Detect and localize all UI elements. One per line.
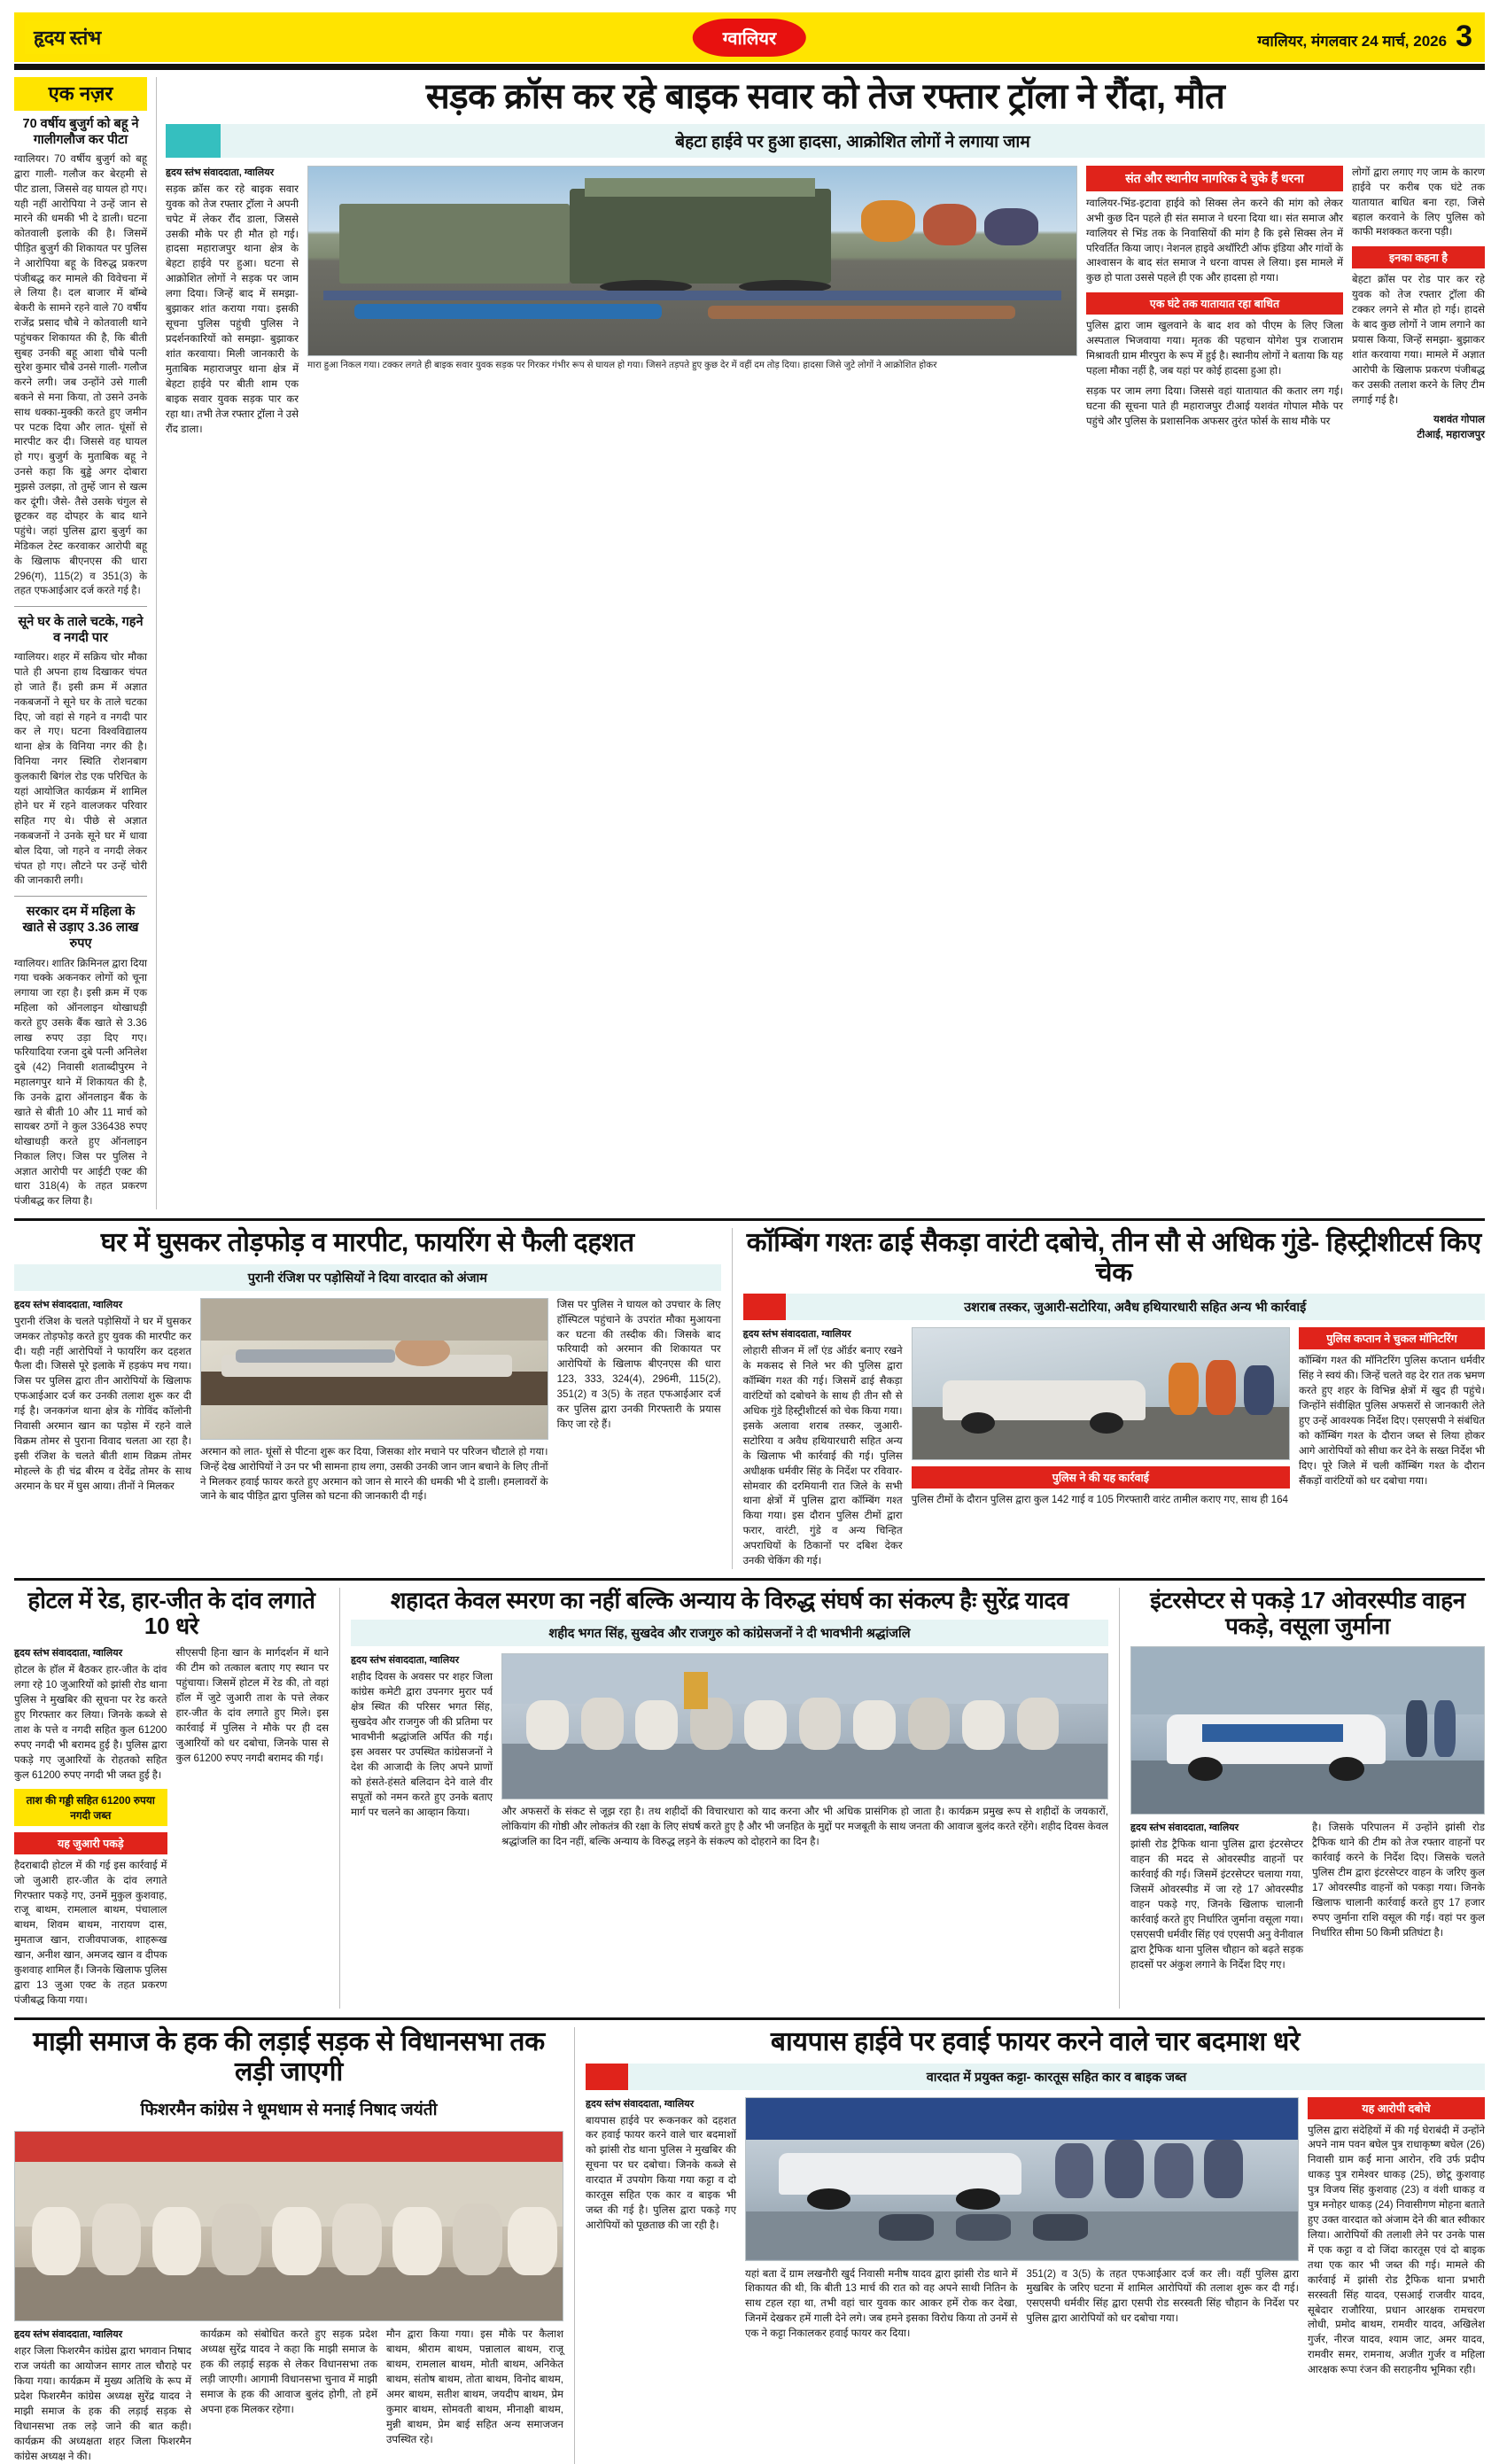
photo-art bbox=[308, 167, 1076, 355]
story4-col-2 bbox=[176, 1646, 330, 2009]
story2-col2-text: अरमान को लात- घूंसों से पीटना शुरू कर दिया, जिसका शोर मचाने पर परिजन चौटाले हो गया। जिन्हें देख आरोपियों ने उन पर भी सामना हाथ लगा, उसकी उनकी जान जान बचाने के लिए तीनों ने मिलकर हवाई फायर करते हुए अरमान को जान से मारने की धमकी भी दे डाली। हमलावरों के जाने के बाद पीड़ित द्वारा पुलिस को घटना की जानकारी दी गई। bbox=[200, 1445, 548, 1503]
sidebar-item-headline: सरकार दम में महिला के खाते से उड़ाए 3.36 लाख रुपए bbox=[22, 905, 139, 952]
statement-attrib-role: टीआई, महाराजपुर bbox=[1417, 428, 1485, 440]
story-fishermen-congress bbox=[14, 2027, 563, 2464]
photo-art bbox=[502, 1654, 1107, 1799]
byline: हृदय स्तंभ संवाददाता, ग्वालियर bbox=[14, 2329, 123, 2341]
story2-col-3 bbox=[557, 1298, 721, 1505]
story3-col-2 bbox=[912, 1327, 1290, 1569]
story3-subhead-bar bbox=[743, 1294, 1485, 1320]
photo-art bbox=[201, 1299, 548, 1439]
story7-subhead: फिशरमैन कांग्रेस ने धूमधाम से मनाई निषाद जयंती bbox=[140, 2101, 438, 2120]
story8-col-2b bbox=[1027, 2267, 1300, 2343]
story3-col-1 bbox=[743, 1327, 903, 1569]
story7-col2-text: कार्यक्रम को संबोधित करते हुए सड़क प्रदेश अध्यक्ष सुरेंद्र यादव ने कहा कि माझी समाज के हक की लड़ाई सड़क से लेकर विधानसभा तक लड़ी जाएगी। आगामी विधानसभा चुनाव में माझी समाज के हक की आवाज बुलंद होगी, तो हमें अपना हक मिलकर रहेगा। bbox=[200, 2328, 377, 2415]
story7-body: शहर जिला फिशरमैन कांग्रेस द्वारा भगवान निषाद राज जयंती का आयोजन सागर ताल चौराहे पर किया गया। कार्यक्रम में मुख्य अतिथि के रूप में प्रदेश फिशरमैन कांग्रेस अध्यक्ष सुरेंद्र यादव ने माझी समाज के हक की लड़ाई सड़क से विधानसभा तक लड़े जाने की बात कही। कार्यक्रम की अध्यक्षता शहर जिला फिशरमैन कांग्रेस अध्यक्ष ने की। bbox=[14, 2345, 191, 2462]
story-martyrs-day bbox=[351, 1588, 1108, 2009]
story3-columns bbox=[743, 1327, 1485, 1569]
column-divider bbox=[339, 1588, 340, 2009]
box-dharna-title: संत और स्थानीय नागरिक दे चुके हैं धरना bbox=[1086, 166, 1343, 191]
sidebar-item-headline: सूने घर के ताले चटके, गहने व नगदी पार bbox=[18, 615, 144, 646]
page-number: 3 bbox=[1456, 19, 1472, 53]
story8-sidebox-body: पुलिस द्वारा संदेहियों में की गई घेराबंदी में उन्होंने अपने नाम पवन बघेल पुत्र राधाकृष्ण बघेल (26) निवासी ग्राम कर्ई माना आरोन, रवि उर्फ प्रदीप धाकड़ पुत्र रामेश्वर धाकड़ (25), छोटू कुशवाह पुत्र विजय सिंह कुशवाह (23) व वंशी धाकड़ व पुत्र मनोहर धाकड़ (24) निवासीगण मोहना बताते हुए उक्त वारदात को अंजाम देने की बात स्वीकार लिया। आरोपियों की तलाशी लेने पर उनके पास में एक कट्टा व दो जिंदा कारतूस एवं दो बाइक तथा एक कार भी जब्त की गई। मामले की कार्रवाई में झांसी रोड ट्रैफिक थाना प्रभारी सरस्वती सिंह यादव, एसआई राजवीर यादव, सूबेदार राजौरिया, प्रधान आरक्षक रामचरण लोधी, प्रमोद बाथम, रामवीर यादव, अखिलेश गुर्जर, नीरज यादव, श्याम जाट, अमर यादव, रामवीर समर, रामनाथ, अजीत गुर्जर व महिला आरक्षक रूपा रंजन की सराहनीय भूमिका रही। bbox=[1308, 2124, 1485, 2376]
photo-art bbox=[1131, 1647, 1484, 1814]
story-hotel-gambling bbox=[14, 1588, 329, 2009]
lead-body-text: सड़क क्रॉस कर रहे बाइक सवार युवक को तेज रफ्तार ट्रॉला ने अपनी चपेट में लेकर रौंद डाला, जिससे उसकी मौके पर ही मौत हो गई। हादसा महाराजपुर थाना क्षेत्र के बेहटा हाईवे पर हुआ। घटना से आक्रोशित लोगों ने सड़क पर जाम लगा दिया। जिन्हें बाद में समझा-बुझाकर शांत कराया गया। इसकी सूचना पुलिस पहुंची पुलिस ने प्रदर्शनकारियों को समझा- बुझाकर शांत करवाया। मिली जानकारी के मुताबिक महाराजपुर थाना क्षेत्र में बेहटा हाईवे पर बीती शाम एक बाइक सवार युवक सड़क पार कर रहा था। तभी तेज रफ्तार ट्रॉला ने उसे रौंद डाला। bbox=[166, 183, 299, 435]
column-divider bbox=[156, 77, 157, 1209]
statement-box-title: इनका कहना है bbox=[1352, 246, 1485, 268]
story6-col2-text: है। जिसके परिपालन में उन्होंने झांसी रोड ट्रैफिक थाने की टीम को तेज रफ्तार वाहनों पर कार्रवाई करने के निर्देश दिए। जिसके चलते पुलिस टीम द्वारा इंटरसेप्टर वाहन के जरिए कुल 17 ओवरस्पीड वाहनों को पकड़ा गया। जिनके खिलाफ चालानी कार्रवाई करते हुए 17 हजार रुपए जुर्माना राशि वसूल की गई। वहां पर कुल निर्धारित सीमा 50 किमी प्रतिघंटा है। bbox=[1312, 1822, 1485, 1939]
story2-col-2 bbox=[200, 1298, 548, 1505]
story8-body: बायपास हाईवे पर रूकनकर को दहशत कर हवाई फायर करने वाले चार बदमाशों को झांसी रोड थाना पुलिस ने मुखबिर की सूचना पर घर दबोचा। जिनके कब्जे से वारदात में उपयोग किया गया कट्टा व दो कारतूस सहित एक कार व बाइक भी जब्त की गई है। पुलिस द्वारा पकड़े गए आरोपियों को पूछताछ की जा रही है। bbox=[586, 2114, 736, 2231]
interceptor-vehicle-photo bbox=[1130, 1646, 1485, 1815]
story5-col2-text: और अफसरों के संकट से जूझ रहा है। तथ शहीदों की विचारधारा को याद करना और भी अधिक प्रासंगिक हो जाता है। कार्यक्रम प्रमुख रूप से शहीदों के जयकारों, लोकियांग की गोष्ठी और लोकतंत्र की रक्षा के लिए संघर्ष करते हुए है और भी जनहित के मुद्दों पर मजबूती के साथ जनता की आवाज बुलंद करते रहेंगे। शहीद दिवस केवल श्रद्धांजलि का दिन नहीं, बल्कि अन्याय के विरुद्ध लड़ने के संकल्प को दोहराने का दिन है। bbox=[501, 1806, 1108, 1848]
sidebar-title: एक नज़र bbox=[14, 77, 147, 111]
story6-col-1 bbox=[1130, 1821, 1303, 1972]
lead-col-4 bbox=[1352, 166, 1485, 443]
photo-caption: मारा हुआ निकल गया। टक्कर लगते ही बाइक सवार युवक सड़क पर गिरकर गंभीर रूप से घायल हो गया। जिसने तड़पते हुए कुछ देर में वहीं दम तोड़ दिया। हादसा जिसे जुटे लोगों ने आक्रोशित होकर bbox=[307, 360, 937, 370]
story8-subhead: वारदात में प्रयुक्त कट्टा- कारतूस सहित कार व बाइक जब्त bbox=[926, 2070, 1187, 2085]
story5-col-2 bbox=[501, 1653, 1108, 1850]
publication-logo-text: हृदय स्तंभ bbox=[34, 27, 101, 49]
accident-scene-photo bbox=[307, 166, 1077, 356]
story6-columns bbox=[1130, 1821, 1485, 1972]
sidebar-item-body: ग्वालियर। शहर में सक्रिय चोर मौका पाते ही अपना हाथ दिखाकर चंपत हो जाते हैं। इसी क्रम में अज्ञात नकबजनों ने सूने घर के ताले चटका दिए, जो वहां से गहने व नगदी पार कर ले गए। घटना विश्वविद्यालय थाना क्षेत्र के विनिया नगर की है। विनिया नगर स्थिति रोशनबाग कुलकारी बिगंल रोड एक परिचित के यहां आयोजित कार्यक्रम में शामिल होने घर में रहने वालजकर परिवार सहित गए थे। पीछे से अज्ञात नकबजनों ने उनके सूने घर में धावा बोल दिया, जो गहने व नगदी लेकर चंपत हो गए। लौटने पर उन्हें चोरी की जानकारी लगी। bbox=[14, 651, 147, 887]
story3-box-body: कॉम्बिंग गश्त की मॉनिटरिंग पुलिस कप्तान धर्मवीर सिंह ने स्वयं की। जिन्हें चलते वह देर रात तक भ्रमण करते हुए शहर के विभिन्न क्षेत्रों में खुद ही पहुंचे। जिन्होंने संवीक्षित पुलिस अफसरों से जानकारी लेते हुए उन्हें आवश्यक निर्देश दिए। एसएसपी ने संबंधित को कॉम्बिंग गश्त के दौरान जब्त से लिया होकर आगे आरोपियों को सीधा कर देने के सख्त निर्देश भी दिए। पूरे जिले में चली कॉम्बिंग गश्त के दौरान सैंकड़ों वारंटियों को धर दबोचा गया। bbox=[1299, 1355, 1485, 1487]
sidebar-item bbox=[14, 116, 147, 599]
story3-box2-body: पुलिस टीमों के दौरान पुलिस द्वारा कुल 142 गाई व 105 गिरफ्तारी वारंट तामील कराए गए, साथ ही 164 bbox=[911, 1494, 1288, 1506]
photo-art bbox=[15, 2132, 563, 2320]
story6-headline: इंटरसेप्टर से पकड़े 17 ओवरस्पीड वाहन पकड़े, वसूला जुर्माना bbox=[1150, 1587, 1465, 1640]
dateline: ग्वालियर, मंगलवार 24 मार्च, 2026 bbox=[1257, 32, 1448, 50]
hospital-victim-photo bbox=[200, 1298, 548, 1440]
section-divider bbox=[14, 1218, 1485, 1221]
byline: हृदय स्तंभ संवाददाता, ग्वालियर bbox=[351, 1655, 460, 1667]
box-traffic-body: पुलिस द्वारा जाम खुलवाने के बाद शव को पीएम के लिए जिला अस्पताल भिजवाया गया। मृतक की पहचान योगेश पुत्र राजाराम मिश्रावती ग्राम मीरपुरा के रूप में हुई है। स्थानीय लोगों ने बताया कि यह पहला मौका नहीं है, जब यहां पर कोई हादसा हुआ हो। bbox=[1086, 320, 1343, 377]
sidebar-item bbox=[14, 614, 147, 889]
story4-col-1 bbox=[14, 1646, 167, 2009]
story7-col-3 bbox=[386, 2328, 563, 2464]
story4-subbox-body: हैदराबादी होटल में की गई इस कार्रवाई में जो जुआरी हार-जीत के दांव लगाते गिरफ्तार पकड़े गए, उनमें मुकुल कुशवाह, राजू बाथम, रामलाल बाथम, पंचालाल बाथम, शिवम बाथम, नारायण दास, मुमताज खान, राजीवपाजक, शाहरूख खान, अनीश खान, अमजद खान व दीपक कुशवाह शामिल हैं। जिनके खिलाफ पुलिस द्वारा 13 जुआ एक्ट के तहत प्रकरण पंजीबद्ध किया गया। bbox=[14, 1859, 167, 2006]
photo-art bbox=[746, 2098, 1298, 2260]
city-badge: ग्वालियर bbox=[693, 19, 806, 57]
right-col-top-body: लोगों द्वारा लगाए गए जाम के कारण हाईवे पर करीब एक घंटे तक यातायात बाधित बना रहा, जिसे बहाल करवाने के लिए पुलिस को काफी मशक्कत करना पड़ी। bbox=[1352, 166, 1485, 238]
dateline-block bbox=[1257, 19, 1485, 53]
lead-story bbox=[166, 77, 1485, 1209]
story5-subhead: शहीद भगत सिंह, सुखदेव और राजगुरु को कांग्रेसजनों ने दी भावभीनी श्रद्धांजलि bbox=[351, 1620, 1108, 1646]
story-bypass-firing bbox=[586, 2027, 1485, 2464]
story3-subhead: उशराब तस्कर, जुआरी-सटोरिया, अवैध हथियारधारी सहित अन्य भी कार्रवाई bbox=[964, 1301, 1307, 1316]
story-interceptor bbox=[1130, 1588, 1485, 2009]
story2-col3-text: जिस पर पुलिस ने घायल को उपचार के लिए हॉस्पिटल पहुंचाने के उपरांत मौका मुआयना कर घटना की तस्दीक की। जिसके बाद फरियादी को अरमान की शिकायत पर आरोपियों के खिलाफ बीएनएस की धारा 123, 333, 324(4), 296मी, 115(2), 351(2) व 3(5) के तहत एफआईआर दर्ज कर पुलिस द्वारा उनकी गिरफ्तारी के प्रयास किए जा रहे हैं। bbox=[556, 1298, 721, 1431]
story8-columns bbox=[586, 2097, 1485, 2379]
story4-subbox-title: यह जुआरी पकड़े bbox=[14, 1832, 167, 1854]
story2-body: पुरानी रंजिश के चलते पड़ोसियों ने घर में घुसकर जमकर तोड़फोड़ करते हुए युवक की मारपीट कर दी। यही नहीं आरोपियों ने फायरिंग कर दहशत फैला दी। जिससे पूरे इलाके में हड़कंप मच गया। जिस पर पुलिस द्वारा तीन आरोपियों के खिलाफ एफआईआर दर्ज कर उनकी तलाश शुरू कर दी गई है। जनकगंज थाना क्षेत्र के गोविंद कॉलोनी निवासी अरमान खान का पड़ोस में रहने वाले विक्रम तोमर से पुराना विवाद चलता आ रहा है। इसी रंजिश के चलते बीती शाम विक्रम तोमर मोहल्ले के ही चंद्र बीरम व देवेंद्र तोमर के साथ अरमान के घर में घुस आया। तीनों ने मिलकर bbox=[14, 1315, 191, 1492]
story7-columns bbox=[14, 2328, 563, 2464]
section-divider bbox=[14, 1578, 1485, 1581]
lead-col-1 bbox=[166, 166, 299, 443]
story4-col2-text: सीएसपी हिना खान के मार्गदर्शन में थाने की टीम को तत्काल बताए गए स्थान पर पहुंचाया। जिसमें होटल में रेड की, तो वहां हॉल में जुटे जुआरी ताश के पत्ते लेकर हार-जीत के दांव लगाते हुए मिले। इस कार्रवाई में पुलिस ने मौके पर ही दस जुआरियों को धर दबोचा, जिनके पास से कुल 61200 रुपए नगदी बरामद की गई। bbox=[175, 1647, 329, 1764]
third-band bbox=[14, 1588, 1485, 2009]
box-traffic-title: एक घंटे तक यातायात रहा बाधित bbox=[1086, 292, 1343, 315]
story8-col-2a bbox=[745, 2267, 1018, 2343]
arrested-suspects-photo bbox=[745, 2097, 1299, 2261]
lead-body-columns bbox=[166, 166, 1485, 443]
red-accent-block bbox=[586, 2064, 628, 2090]
column-divider bbox=[1119, 1588, 1120, 2009]
story6-body: झांसी रोड ट्रैफिक थाना पुलिस द्वारा इंटरसेप्टर वाहन की मदद से ओवरस्पीड वाहनों पर कार्रवाई की गई। जिसमें इंटरसेप्टर चलाया गया, जिसमें ओवरस्पीड में जा रहे 17 ओवरस्पीड वाहन पकड़े गए, जिनके खिलाफ चालानी कार्रवाई करते हुए निर्धारित जुर्माना वसूला गया। एसएसपी धर्मवीर सिंह एवं एएसपी अनु वेनीवाल द्वारा ट्रैफिक थाना पुलिस चौहान को बढ़ते सड़क हादसों पर अंकुश लगाने के निर्देश दिए गए। bbox=[1130, 1838, 1303, 1970]
photo-art bbox=[913, 1328, 1289, 1459]
divider bbox=[14, 606, 147, 607]
story-combing-patrol bbox=[743, 1228, 1485, 1569]
story5-col-1 bbox=[351, 1653, 493, 1850]
story2-columns bbox=[14, 1298, 721, 1505]
congress-gathering-photo bbox=[501, 1653, 1108, 1799]
sidebar-ek-nazar bbox=[14, 77, 147, 1209]
publication-logo bbox=[25, 20, 110, 54]
divider bbox=[14, 896, 147, 897]
story8-sidebox-title: यह आरोपी दबोचे bbox=[1308, 2097, 1485, 2119]
byline: हृदय स्तंभ संवाददाता, ग्वालियर bbox=[14, 1648, 123, 1660]
masthead-rule bbox=[14, 64, 1485, 70]
bottom-band bbox=[14, 2027, 1485, 2464]
sidebar-item-body: ग्वालियर। शातिर क्रिमिनल द्वारा दिया गया चक्के अकनकर लोगों को चूना लगाया जा रहा है। इसी क्रम में एक महिला को ऑनलाइन थोखाधड़ी करते हुए उसके बैंक खाते से 3.36 लाख रुपए उड़ा दिए गए। फरियादिया रजना दुबे पत्नी अनिलेश दुबे (42) निवासी शताब्दीपुरम ने महालगपुर थाने में शिकायत की है, कि उनके द्वारा ऑनलाइन बैंक के खाते से बीती 10 और 11 मार्च को सायबर ठगों ने कुल 336438 रुपए थोखाधड़ी करते हुए ऑनलाइन निकाल लिए। जिस पर पुलिस ने अज्ञात आरोपी पर आईटी एक्ट की धारा 318(4) के तहत प्रकरण पंजीबद्ध कर लिया है। bbox=[14, 957, 147, 1208]
story7-col-2 bbox=[200, 2328, 377, 2464]
lead-subhead: बेहटा हाईवे पर हुआ हादसा, आक्रोशित लोगों ने लगाया जाम bbox=[675, 132, 1030, 152]
sidebar-item-body: ग्वालियर। 70 वर्षीय बुजुर्ग को बहू द्वारा गाली- गलौज कर बेरहमी से पीट डाला, जिससे वह घायल हो गए। यही नहीं आरोपिया ने उन्हें जान से मारने की धमकी भी दे डाली। घटना कोतवाली इलाके की है। जिसमें पीड़ित बुजुर्ग की शिकायत पर पुलिस ने आरोपिया बहू के विरुद्ध प्रकरण पंजीबद्ध कर मामले की विवेचना में ले लिया है। दल बाजार में बॉम्बे बेकरी के सामने रहने वाले 70 वर्षीय राजेंद्र प्रसाद चौबे ने कोतवाली थाने पहुंचकर शिकायत की है, कि बीती सुबह उनकी बहू आशा चौबे पत्नी सुरेश कुमार चौबे उनसे गाली- गलौज करने लगी। जब उन्होंने उसे गाली बकने से मना किया, तो उसने उनके साथ धक्का-मुक्की करते हुए जमीन पर पटक दिया और लात- घूंसों से मारपीट कर दी। जिससे वह घायल हो गए। बुजुर्ग के मुताबिक बहू ने उनसे कहा कि बुड्ढे अगर दोबारा मुझसे उलझा, तो तुम्हें जान से खत्म कर दूंगी। जैसे- तैसे उसके चंगुल से छूटकर वह दोपहर के बाद थाने पहुंचे। जहां पुलिस द्वारा बुजुर्ग का मेडिकल टेस्ट करवाकर आरोपी बहू के खिलाफ बीएनएस की धारा 296(ग), 115(2) व 351(3) के तहत एफआईआर दर्ज करते गई है। bbox=[14, 153, 147, 597]
statement-attrib-name: यशवंत गोपाल bbox=[1433, 413, 1485, 425]
story8-col2-text: यहां बता दें ग्राम लखनौरी खुर्द निवासी मनीष यादव द्वारा झांसी रोड थाने में शिकायत की थी, कि बीती 13 मार्च की रात को वह अपने साथी नितिन के साथ टहल रहा था, तभी वहां चार युवक कार आकर हमें रोक कर देखा, जिनमें देखकर हमें गाली देने लगे। जब हमने इसका विरोध किया तो उनमें से एक ने कट्टा निकालकर हवाई फायर कर दिया। bbox=[745, 2267, 1018, 2340]
story6-col-2 bbox=[1312, 1821, 1485, 1972]
story5-columns bbox=[351, 1653, 1108, 1850]
story8-subhead-bar bbox=[586, 2064, 1485, 2090]
byline: हृदय स्तंभ संवाददाता, ग्वालियर bbox=[14, 1299, 123, 1310]
lead-col3-continued: सड़क पर जाम लगा दिया। जिससे वहां यातायात की कतार लग गई। घटना की सूचना पाते ही महाराजपुर टीआई यशवंत गोपाल मौके पर पहुंचे और पुलिस के प्रशासनिक अफसर तुरंत फोर्स के साथ मौके पर bbox=[1086, 385, 1343, 427]
story3-box2-title: पुलिस ने की यह कार्रवाई bbox=[912, 1466, 1290, 1489]
byline: हृदय स्तंभ संवाददाता, ग्वालियर bbox=[1130, 1823, 1239, 1834]
lead-headline: सड़क क्रॉस कर रहे बाइक सवार को तेज रफ्तार ट्रॉला ने रौंदा, मौत bbox=[425, 77, 1225, 116]
column-divider bbox=[732, 1228, 733, 1569]
story3-box-title: पुलिस कप्तान ने चुकल मॉनिटरिंग bbox=[1299, 1327, 1485, 1349]
section-divider bbox=[14, 2017, 1485, 2020]
story8-col-2 bbox=[745, 2097, 1299, 2379]
teal-accent-block bbox=[166, 124, 221, 158]
story4-body: होटल के हॉल में बैठकर हार-जीत के दांव लगा रहे 10 जुआरियों को झांसी रोड थाना पुलिस ने मुखबिर की सूचना पर रेड करते हुए गिरफ्तार कर लिया। जिनके कब्जे से ताश के पत्ते व नगदी सहित कुल 61200 रुपए नगदी भी बरामद हुई है। पुलिस द्वारा पकड़े गए जुआरियों के रोहतको सहित कुल 61200 रुपए नगदी भी जब्त हुई है। bbox=[14, 1664, 167, 1781]
story4-headline: होटल में रेड, हार-जीत के दांव लगाते 10 धरे bbox=[27, 1587, 315, 1640]
box-dharna-body: ग्वालियर-भिंड-इटावा हाईवे को सिक्स लेन करने की मांग को लेकर अभी कुछ दिन पहले ही संत समाज ने धरना दिया था। संत समाज और ग्वालियर से भिंड तक के निवासियों की मांग है कि इसे सिक्स लेन में परिवर्तित किया जाए। नेशनल हाइवे अथॉरिटी ऑफ इंडिया और गांवों के आश्वासन के बाद संत समाज ने धरना वापस ले लिया। इस मामले में कुछ हो पाता उससे पहले ही एक और हादसा हो गया। bbox=[1086, 197, 1343, 284]
statement-box-body: बेहटा क्रॉस पर रोड पार कर रहे युवक को तेज रफ्तार ट्रॉला की टक्कर लगने से मौत हो गई। हादसे के बाद कुछ लोगों ने जाम लगाने का प्रयास किया, जिन्हें समझा- बुझाकर शांत करवाया गया। मामले में अज्ञात आरोपी के खिलाफ प्रकरण पंजीबद्ध कर उसकी तलाश करने के लिए टीम लगाई गई है। bbox=[1352, 274, 1485, 406]
sidebar-item bbox=[14, 904, 147, 1209]
story4-callout: ताश की गड्डी सहित 61200 रुपया नगदी जब्त bbox=[14, 1789, 167, 1826]
story7-col-1 bbox=[14, 2328, 191, 2464]
story7-col3-text: मौन द्वारा किया गया। इस मौके पर कैलाश बाथम, श्रीराम बाथम, पन्नालाल बाथम, राजू बाथम, रामलाल बाथम, मोती बाथम, अनिकेत बाथम, संतोष बाथम, तोता बाथम, विनोद बाथम, अमर बाथम, सतीश बाथम, जयदीप बाथम, प्रेम कुमार बाथम, सोमवती बाथम, मीनाक्षी बाथम, मुन्नी बाथम, प्रेम बाई सहित अन्य समाजजन उपस्थित रहे। bbox=[386, 2328, 563, 2445]
story3-headline: कॉम्बिंग गश्तः ढाई सैकड़ा वारंटी दबोचे, तीन सौ से अधिक गुंडे- हिस्ट्रीशीटर्स किए चेक bbox=[746, 1228, 1481, 1287]
story6-photo-wrap bbox=[1130, 1646, 1485, 1815]
column-divider bbox=[574, 2027, 575, 2464]
story8-col-1 bbox=[586, 2097, 736, 2379]
story5-body: शहीद दिवस के अवसर पर शहर जिला कांग्रेस कमेटी द्वारा उपनगर मुरार पर्व क्षेत्र स्थित की परिसर भगत सिंह, सुखदेव और राजगुरु जी की प्रतिमा पर भावभीनी श्रद्धांजलि अर्पित की गई। इस अवसर पर उपस्थित कांग्रेसजनों ने देश की आजादी के लिए अपने प्राणों को हंसते-हंसते बलिदान देने वाले वीर सपूतों को नमन करते हुए उनके बताए मार्ग पर चलने का आव्हान किया। bbox=[351, 1671, 493, 1818]
masthead bbox=[14, 12, 1485, 62]
byline: हृदय स्तंभ संवाददाता, ग्वालियर bbox=[742, 1329, 851, 1341]
story-home-attack bbox=[14, 1228, 721, 1569]
top-section bbox=[14, 77, 1485, 1209]
story8-col3-text: 351(2) व 3(5) के तहत एफआईआर दर्ज कर ली। वहीं पुलिस द्वारा मुखबिर के जरिए घटना में शामिल आरोपियों की तलाश शुरू कर दी गई। एसएसपी धर्मवीर सिंह द्वारा एसपी रोड सरस्वती सिंह चौहान के निर्देश पर पुलिस द्वारा आरोपियों को धर दबोचा गया। bbox=[1026, 2267, 1299, 2325]
lead-photo-column bbox=[307, 166, 1077, 443]
sidebar-item-headline: 70 वर्षीय बुजुर्ग को बहू ने गालीगलौज कर पीटा bbox=[22, 117, 139, 148]
byline: हृदय स्तंभ संवाददाता, ग्वालियर bbox=[586, 2098, 695, 2110]
story8-col-3 bbox=[1308, 2097, 1485, 2379]
byline: हृदय स्तंभ संवाददाता, ग्वालियर bbox=[166, 167, 275, 178]
story2-col-1 bbox=[14, 1298, 191, 1505]
story2-headline: घर में घुसकर तोड़फोड़ व मारपीट, फायरिंग से फैली दहशत bbox=[100, 1228, 634, 1258]
story4-columns bbox=[14, 1646, 329, 2009]
second-band bbox=[14, 1228, 1485, 1569]
police-vehicle-photo bbox=[912, 1327, 1290, 1460]
story8-headline: बायपास हाईवे पर हवाई फायर करने वाले चार बदमाश धरे bbox=[770, 2026, 1301, 2056]
story3-col-3 bbox=[1299, 1327, 1485, 1569]
story7-headline: माझी समाज के हक की लड़ाई सड़क से विधानसभा तक लड़ी जाएगी bbox=[33, 2026, 545, 2087]
red-accent-block bbox=[743, 1294, 786, 1320]
story8-sub-columns bbox=[745, 2267, 1299, 2343]
lead-subhead-bar bbox=[166, 124, 1485, 158]
story2-subhead: पुरानी रंजिश पर पड़ोसियों ने दिया वारदात को अंजाम bbox=[14, 1264, 721, 1291]
lead-col-3 bbox=[1086, 166, 1343, 443]
story3-body: लोहारी सीजन में लाँ एंड ऑर्डर बनाए रखने के मकसद से निले भर की पुलिस द्वारा कॉम्बिंग गश्त की गई। जिसमें ढाई सैकड़ा वारंटियों को दबोचने के साथ ही तीन सौ से अधिक गुंडे हिस्ट्रीशीटर्स को चेक किया गया। इसके अलावा शराब तस्कर, जुआरी- सटोरिया व अवैध हथियारधारी सहित अन्य के खिलाफ भी कार्रवाई की गई। पुलिस अधीक्षक धर्मवीर सिंह के निर्देश पर रविवार-सोमवार की दरमियानी रात जिले के सभी थाना क्षेत्रों में पुलिस द्वारा कॉम्बिंग गश्त किया गया। इस दौरान पुलिस टीमों द्वारा फरार, वारंटी, गुंडे व अन्य चिन्हित अपराधियों के ठिकानों पर दबिश देकर उनकी चेकिंग की गई। bbox=[742, 1345, 903, 1567]
nishad-jayanti-photo bbox=[14, 2131, 563, 2321]
story5-headline: शहादत केवल स्मरण का नहीं बल्कि अन्याय के विरुद्ध संघर्ष का संकल्प हैः सुरेंद्र यादव bbox=[390, 1587, 1069, 1614]
